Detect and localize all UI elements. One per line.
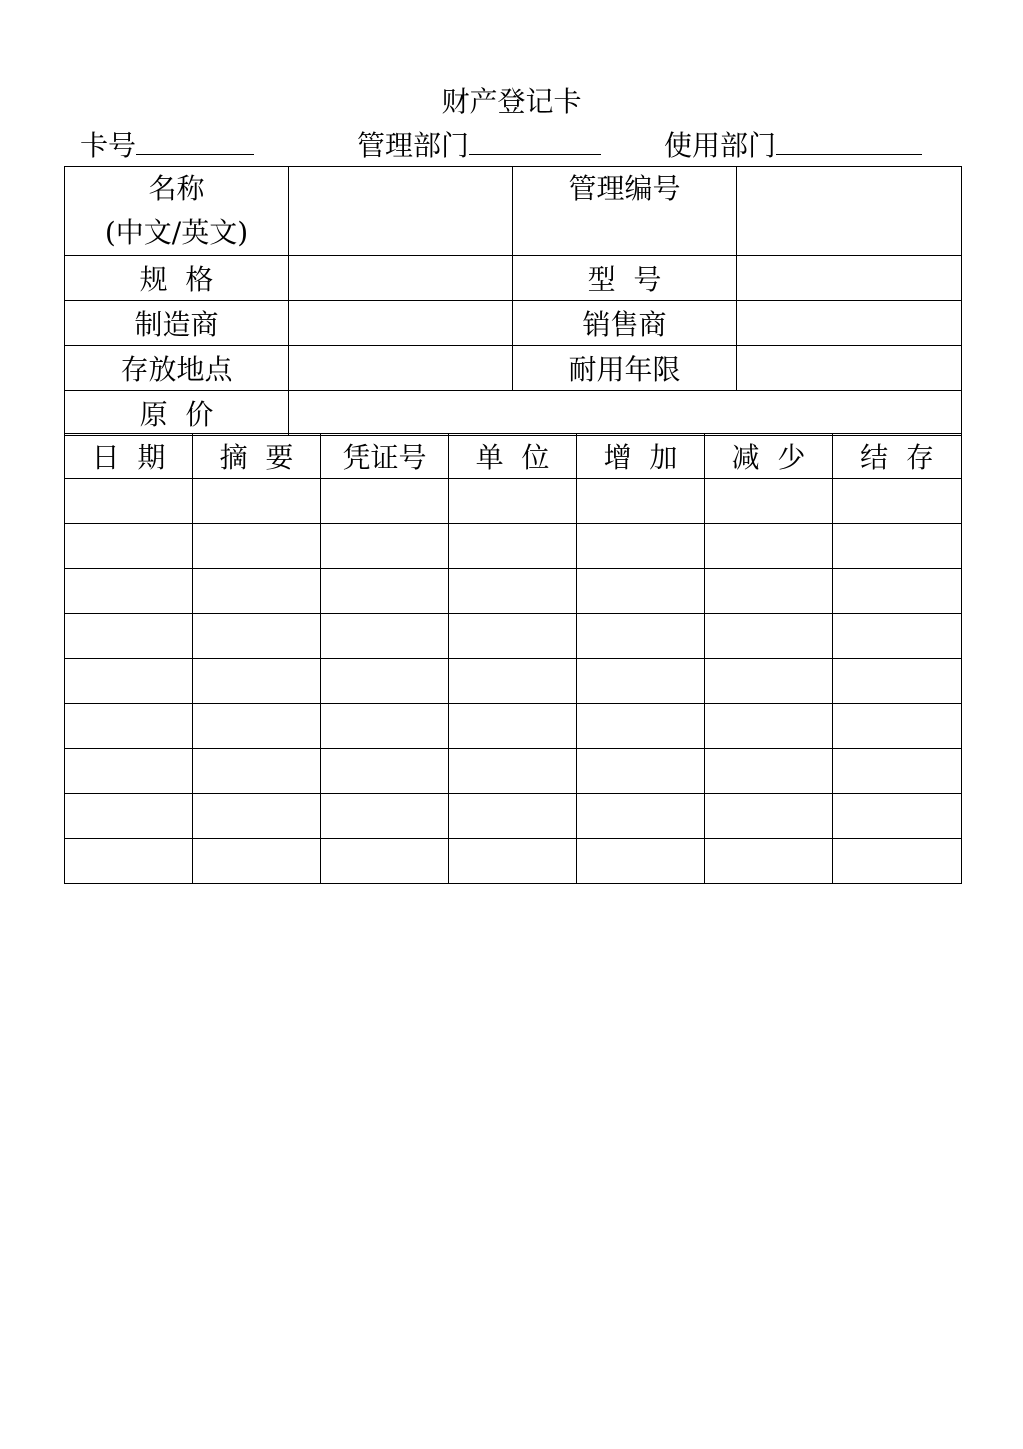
asset-info-table <box>64 166 962 436</box>
ledger-cell[interactable] <box>193 524 321 569</box>
ledger-cell[interactable] <box>65 659 193 704</box>
ledger-cell[interactable] <box>449 839 577 884</box>
ledger-cell[interactable] <box>833 704 962 749</box>
ledger-cell[interactable] <box>321 524 449 569</box>
header-date: 日 期 <box>65 434 193 479</box>
ledger-cell[interactable] <box>193 704 321 749</box>
ledger-row <box>65 524 962 569</box>
location-value-cell[interactable] <box>289 346 513 391</box>
life-label: 耐用年限 <box>513 346 737 391</box>
header-decrease: 减 少 <box>705 434 833 479</box>
ledger-cell[interactable] <box>577 659 705 704</box>
page-title: 财产登记卡 <box>441 85 582 118</box>
ledger-row <box>65 794 962 839</box>
seller-value-cell[interactable] <box>737 301 962 346</box>
ledger-cell[interactable] <box>577 524 705 569</box>
info-row-name <box>65 167 962 256</box>
ledger-cell[interactable] <box>193 839 321 884</box>
ledger-cell[interactable] <box>449 614 577 659</box>
ledger-cell[interactable] <box>705 839 833 884</box>
ledger-cell[interactable] <box>833 479 962 524</box>
ledger-row <box>65 839 962 884</box>
card-number-field <box>80 126 254 166</box>
ledger-cell[interactable] <box>193 569 321 614</box>
ledger-cell[interactable] <box>705 659 833 704</box>
header-increase: 增 加 <box>577 434 705 479</box>
ledger-cell[interactable] <box>65 704 193 749</box>
maker-value-cell[interactable] <box>289 301 513 346</box>
ledger-row <box>65 749 962 794</box>
ledger-cell[interactable] <box>833 659 962 704</box>
life-value-cell[interactable] <box>737 346 962 391</box>
ledger-cell[interactable] <box>321 614 449 659</box>
ledger-cell[interactable] <box>577 839 705 884</box>
ledger-header-row <box>65 434 962 479</box>
seller-label: 销售商 <box>513 301 737 346</box>
use-dept-blank[interactable] <box>776 126 922 155</box>
ledger-cell[interactable] <box>833 839 962 884</box>
ledger-row <box>65 569 962 614</box>
ledger-cell[interactable] <box>321 479 449 524</box>
ledger-cell[interactable] <box>65 794 193 839</box>
ledger-cell[interactable] <box>321 794 449 839</box>
ledger-cell[interactable] <box>833 794 962 839</box>
ledger-cell[interactable] <box>833 749 962 794</box>
price-value-cell[interactable] <box>289 391 962 436</box>
info-row-price <box>65 391 962 436</box>
ledger-cell[interactable] <box>705 479 833 524</box>
location-label: 存放地点 <box>65 346 289 391</box>
ledger-row <box>65 704 962 749</box>
ledger-row <box>65 479 962 524</box>
ledger-cell[interactable] <box>321 839 449 884</box>
ledger-cell[interactable] <box>193 479 321 524</box>
ledger-row <box>65 614 962 659</box>
ledger-cell[interactable] <box>449 569 577 614</box>
ledger-cell[interactable] <box>449 479 577 524</box>
ledger-cell[interactable] <box>577 749 705 794</box>
price-label: 原 价 <box>65 391 289 436</box>
card-number-blank[interactable] <box>136 126 254 155</box>
ledger-cell[interactable] <box>705 749 833 794</box>
ledger-cell[interactable] <box>193 659 321 704</box>
management-dept-field <box>357 126 601 166</box>
model-value-cell[interactable] <box>737 256 962 301</box>
mgmt-no-value-cell[interactable] <box>737 167 962 256</box>
ledger-body <box>65 479 962 884</box>
ledger-cell[interactable] <box>577 704 705 749</box>
ledger-cell[interactable] <box>193 614 321 659</box>
header-voucher: 凭证号 <box>321 434 449 479</box>
ledger-cell[interactable] <box>705 614 833 659</box>
management-dept-label: 管理部门 <box>357 129 470 162</box>
ledger-table <box>64 433 962 884</box>
ledger-cell[interactable] <box>193 794 321 839</box>
ledger-cell[interactable] <box>65 569 193 614</box>
management-dept-blank[interactable] <box>469 126 601 155</box>
ledger-cell[interactable] <box>321 704 449 749</box>
ledger-cell[interactable] <box>321 569 449 614</box>
ledger-cell[interactable] <box>65 749 193 794</box>
ledger-cell[interactable] <box>705 524 833 569</box>
ledger-cell[interactable] <box>321 749 449 794</box>
ledger-cell[interactable] <box>65 524 193 569</box>
name-label: 名称 <box>148 172 205 205</box>
ledger-cell[interactable] <box>577 479 705 524</box>
ledger-cell[interactable] <box>321 659 449 704</box>
info-row-spec <box>65 256 962 301</box>
ledger-cell[interactable] <box>705 794 833 839</box>
maker-label: 制造商 <box>65 301 289 346</box>
ledger-row <box>65 659 962 704</box>
ledger-cell[interactable] <box>577 569 705 614</box>
name-value-cell[interactable] <box>289 167 513 256</box>
ledger-cell[interactable] <box>449 659 577 704</box>
mgmt-no-label-cell <box>513 167 737 256</box>
name-label-cell <box>65 167 289 256</box>
ledger-cell[interactable] <box>833 569 962 614</box>
info-row-maker <box>65 301 962 346</box>
name-label-sub: (中文/英文) <box>104 216 249 249</box>
ledger-cell[interactable] <box>449 704 577 749</box>
header-unit: 单 位 <box>449 434 577 479</box>
model-label: 型 号 <box>513 256 737 301</box>
spec-label: 规 格 <box>65 256 289 301</box>
ledger-cell[interactable] <box>833 614 962 659</box>
ledger-cell[interactable] <box>705 569 833 614</box>
card-number-label: 卡号 <box>80 129 137 162</box>
use-dept-label: 使用部门 <box>664 129 777 162</box>
ledger-cell[interactable] <box>65 614 193 659</box>
ledger-cell[interactable] <box>833 524 962 569</box>
header-balance: 结 存 <box>833 434 962 479</box>
ledger-cell[interactable] <box>449 794 577 839</box>
mgmt-no-label: 管理编号 <box>568 172 681 205</box>
header-summary: 摘 要 <box>193 434 321 479</box>
spec-value-cell[interactable] <box>289 256 513 301</box>
ledger-cell[interactable] <box>65 839 193 884</box>
ledger-cell[interactable] <box>577 794 705 839</box>
use-dept-field <box>664 126 922 166</box>
ledger-cell[interactable] <box>577 614 705 659</box>
ledger-cell[interactable] <box>705 704 833 749</box>
ledger-cell[interactable] <box>193 749 321 794</box>
info-row-location <box>65 346 962 391</box>
ledger-cell[interactable] <box>449 524 577 569</box>
ledger-cell[interactable] <box>65 479 193 524</box>
ledger-cell[interactable] <box>449 749 577 794</box>
